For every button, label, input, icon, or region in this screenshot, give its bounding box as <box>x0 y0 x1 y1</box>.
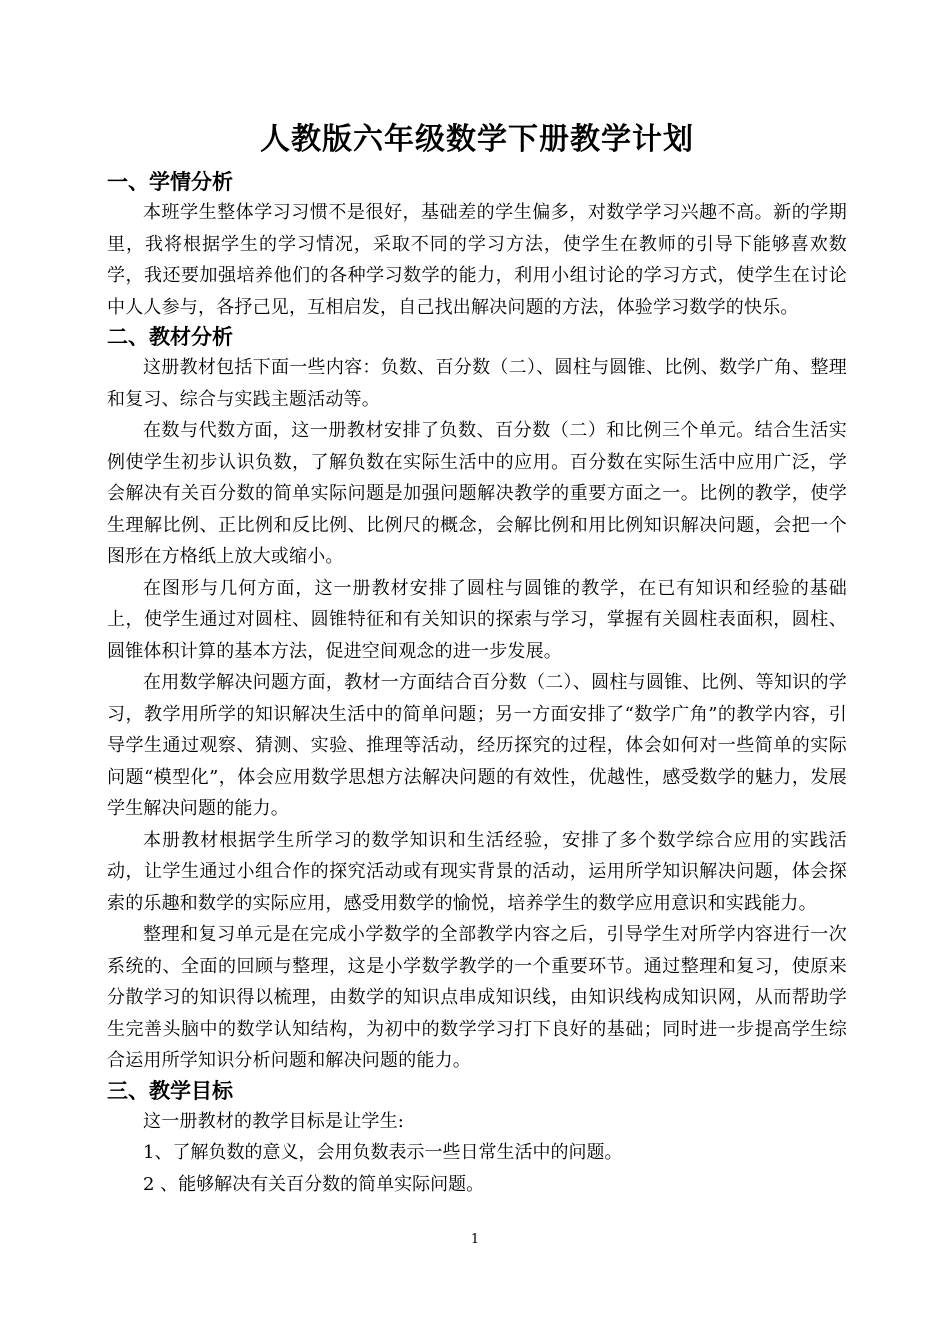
document-page <box>107 120 847 1200</box>
section-heading: 一、学情分析 <box>107 170 233 194</box>
document-title: 人教版六年级数学下册教学计划 <box>260 122 694 157</box>
paragraph: 在图形与几何方面，这一册教材安排了圆柱与圆锥的教学，在已有知识和经验的基础上，使学生通过对圆柱、圆锥特征和有关知识的探索与学习，掌握有关圆柱表面积，圆柱、圆锥体积计算的基本方法，促进空间观念的进一步发展。 <box>107 577 847 662</box>
paragraph: 本册教材根据学生所学习的数学知识和生活经验，安排了多个数学综合应用的实践活动，让学生通过小组合作的探究活动或有现实背景的活动，运用所学知识解决问题，体会探索的乐趣和数学的实际应用，感受用数学的愉悦，培养学生的数学应用意识和实践能力。 <box>107 829 847 914</box>
page-number: 1 <box>470 1232 480 1247</box>
section-student-analysis <box>107 168 847 323</box>
paragraph: 在用数学解决问题方面，教材一方面结合百分数（二）、圆柱与圆锥、比例、等知识的学习，教学用所学的知识解决生活中的简单问题；另一方面安排了“数学广角”的教学内容，引导学生通过观察、猜测、实验、推理等活动，经历探究的过程，体会如何对一些简单的实际问题“模型化”，体会应用数学思想方法解决问题的有效性，优越性，感受数学的魅力，发展学生解决问题的能力。 <box>107 672 847 819</box>
section-heading: 二、教材分析 <box>107 325 233 349</box>
section-teaching-goals <box>107 1077 847 1201</box>
paragraph: 整理和复习单元是在完成小学数学的全部教学内容之后，引导学生对所学内容进行一次系统的、全面的回顾与整理，这是小学数学教学的一个重要环节。通过整理和复习，使原来分散学习的知识得以梳理，由数学的知识点串成知识线，由知识线构成知识网，从而帮助学生完善头脑中的数学认知结构，为初中的数学学习打下良好的基础；同时进一步提高学生综合运用所学知识分析问题和解决问题的能力。 <box>107 924 847 1071</box>
paragraph: 本班学生整体学习习惯不是很好，基础差的学生偏多，对数学学习兴趣不高。新的学期里，我将根据学生的学习情况，采取不同的学习方法，使学生在教师的引导下能够喜欢数学，我还要加强培养他们的各种学习数学的能力，利用小组讨论的学习方式，使学生在讨论中人人参与，各抒己见，互相启发，自己找出解决问题的方法，体验学习数学的快乐。 <box>107 202 847 318</box>
goal-item: 2 、能够解决有关百分数的简单实际问题。 <box>143 1173 485 1195</box>
paragraph: 这一册教材的教学目标是让学生: <box>143 1110 405 1132</box>
section-heading: 三、教学目标 <box>107 1078 233 1103</box>
goal-item: 1、了解负数的意义，会用负数表示一些日常生活中的问题。 <box>143 1142 623 1163</box>
section-textbook-analysis <box>107 323 847 1077</box>
paragraph: 这册教材包括下面一些内容：负数、百分数（二）、圆柱与圆锥、比例、数学广角、整理和复习、综合与实践主题活动等。 <box>107 357 847 410</box>
paragraph: 在数与代数方面，这一册教材安排了负数、百分数（二）和比例三个单元。结合生活实例使学生初步认识负数，了解负数在实际生活中的应用。百分数在实际生活中应用广泛，学会解决有关百分数的简单实际问题是加强问题解决教学的重要方面之一。比例的教学，使学生理解比例、正比例和反比例、比例尺的概念，会解比例和用比例知识解决问题，会把一个图形在方格纸上放大或缩小。 <box>107 420 847 567</box>
